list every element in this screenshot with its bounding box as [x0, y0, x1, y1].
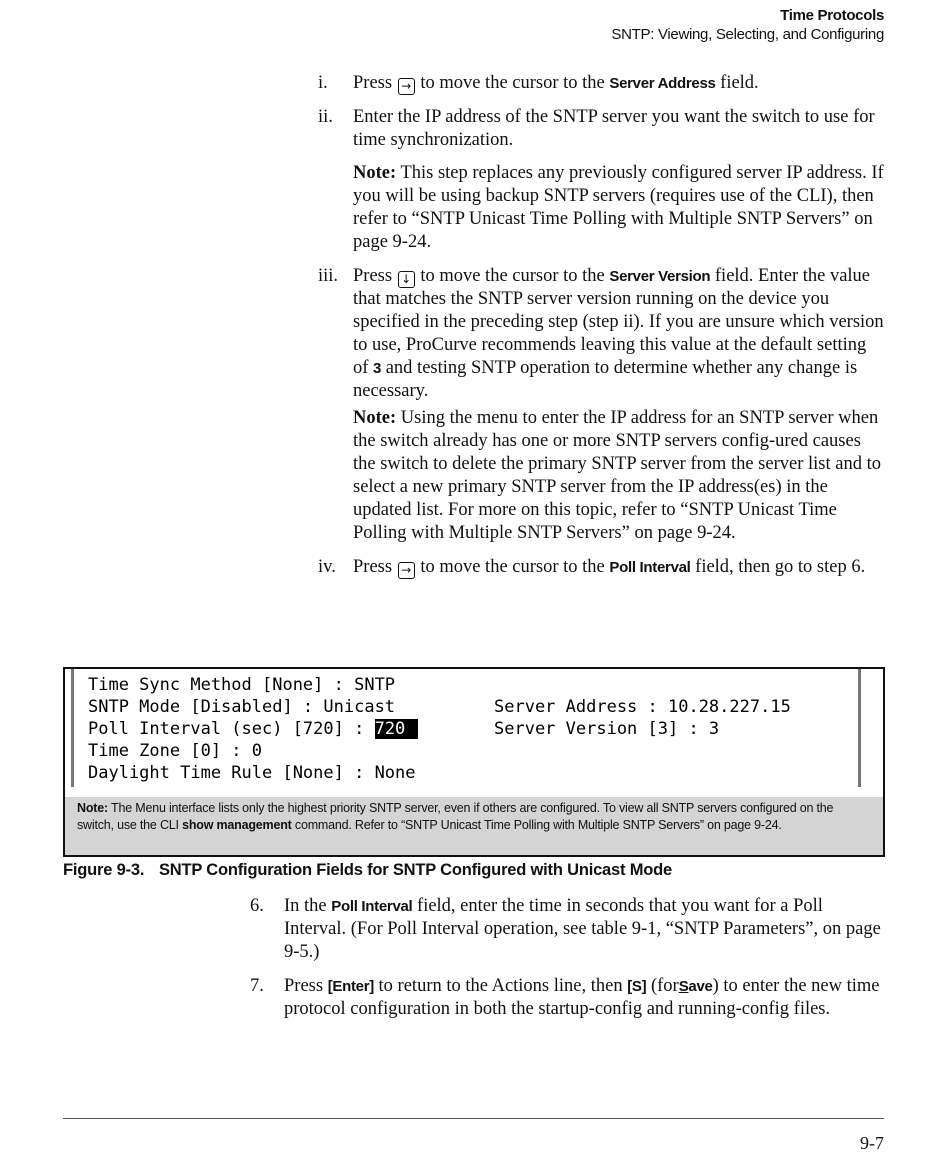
text-run: field. [720, 73, 759, 93]
note-text: Using the menu to enter the IP address for an SNTP server when the switch already has one or more SNTP servers config-ured causes the switch to delete the primary SNTP server from the server list and to select a new primary SNTP server from the IP address(es) in the updated list. For more on this topic, refer to “SNTP Unicast Time Polling with Multiple SNTP Servers” on page 9-24. [353, 408, 881, 543]
text-run: field. Enter the value that matches the SNTP server version running on the device you specified in the preceding step (step ii). If you are unsure which version to use, ProCurve recommends leaving this value at the default setting of [353, 266, 884, 378]
terminal-line: Daylight Time Rule [None] : None [88, 763, 416, 783]
substep-number: iii. [318, 266, 339, 286]
poll-interval-input[interactable]: 720 [374, 719, 416, 739]
figure-title: SNTP Configuration Fields for SNTP Configured with Unicast Mode [159, 861, 672, 879]
substep-text [353, 72, 884, 95]
text-run: In the [284, 896, 327, 916]
server-version-field[interactable]: Server Version [3] : 3 [494, 719, 720, 739]
footer-rule [63, 1118, 884, 1119]
header-subtitle: SNTP: Viewing, Selecting, and Configuring [611, 26, 884, 43]
field-name: Server Address [609, 75, 716, 92]
text-run: Press [284, 976, 324, 996]
poll-interval-label: Poll Interval (sec) [720] : [88, 719, 375, 739]
server-address-field[interactable]: Server Address : 10.28.227.15 [494, 697, 791, 717]
substep-number: i. [318, 73, 328, 93]
substep-iii [318, 265, 884, 545]
step-text [284, 895, 884, 964]
figure-note-text: command. Refer to “SNTP Unicast Time Polling with Multiple SNTP Servers” on page 9-24. [294, 817, 782, 832]
substeps-list [318, 72, 884, 590]
figure-9-3 [63, 667, 885, 857]
terminal-line: Time Zone [0] : 0 [88, 741, 262, 761]
enter-key-label: [Enter] [327, 978, 374, 995]
figure-note-label: Note: [77, 801, 108, 815]
text-run: ) to enter the new time protocol configuration in both the startup-config and running-config files. [284, 976, 880, 1019]
text-run: (for [650, 976, 679, 996]
field-name: Poll Interval [609, 559, 691, 576]
header-title: Time Protocols [780, 7, 884, 24]
step-number: 6. [250, 896, 264, 916]
steps-list [250, 895, 884, 1032]
text-run: to move the cursor to the [420, 73, 605, 93]
substep-text [353, 265, 884, 403]
substep-note [353, 407, 884, 545]
figure-caption [63, 861, 672, 880]
text-run: to move the cursor to the [420, 557, 605, 577]
s-key-label: [S] [627, 978, 647, 995]
note-label: Note: [353, 408, 397, 428]
text-run: and testing SNTP operation to determine whether any change is necessary. [353, 358, 858, 401]
text-run: field, then go to step 6. [695, 557, 866, 577]
field-name: Server Version [609, 268, 711, 285]
substep-note [353, 162, 884, 254]
text-run: to return to the Actions line, then [378, 976, 623, 996]
step-number: 7. [250, 976, 264, 996]
substep-number: ii. [318, 107, 333, 127]
terminal-line [88, 719, 418, 739]
page-number: 9-7 [860, 1133, 884, 1153]
substep-iv [318, 556, 884, 579]
text-run: to move the cursor to the [420, 266, 605, 286]
figure-number: Figure 9-3. [63, 861, 145, 879]
save-word-rest: ave [688, 978, 713, 995]
figure-note [65, 797, 883, 855]
right-arrow-key-icon: → [398, 78, 415, 95]
terminal-line: SNTP Mode [Disabled] : Unicast [88, 697, 396, 717]
text-run: Press [353, 266, 393, 286]
save-hotkey-letter: S [678, 978, 689, 995]
figure-note-text: The Menu interface lists only the highest priority SNTP server, even if others are configured. To view all SNTP servers configured on the switch, use the CLI [77, 801, 834, 832]
text-run: field, enter the time in seconds that you want for a Poll Interval. (For Poll Interval operation, see table 9-1, “SNTP Parameters”, on page 9-5.) [284, 896, 881, 962]
right-arrow-key-icon: → [398, 562, 415, 579]
note-text: This step replaces any previously configured server IP address. If you will be using backup SNTP servers (requires use of the CLI), then refer to “SNTP Unicast Time Polling with Multiple SNTP Servers” on page 9-24. [353, 163, 884, 252]
note-label: Note: [353, 163, 397, 183]
substep-number: iv. [318, 557, 336, 577]
step-text [284, 975, 884, 1021]
step-7 [250, 975, 884, 1021]
terminal-screen [71, 669, 861, 787]
running-header [611, 6, 884, 44]
substep-text [353, 556, 884, 579]
step-6 [250, 895, 884, 964]
substep-i [318, 72, 884, 95]
field-name: Poll Interval [331, 898, 413, 915]
terminal-line: Time Sync Method [None] : SNTP [88, 675, 396, 695]
text-run: Press [353, 73, 393, 93]
text-run: Press [353, 557, 393, 577]
substep-text: Enter the IP address of the SNTP server you want the switch to use for time synchronization. [353, 107, 875, 150]
cli-command: show management [182, 817, 292, 832]
down-arrow-key-icon: ↓ [398, 271, 415, 288]
default-value: 3 [373, 360, 382, 377]
substep-ii [318, 106, 884, 254]
